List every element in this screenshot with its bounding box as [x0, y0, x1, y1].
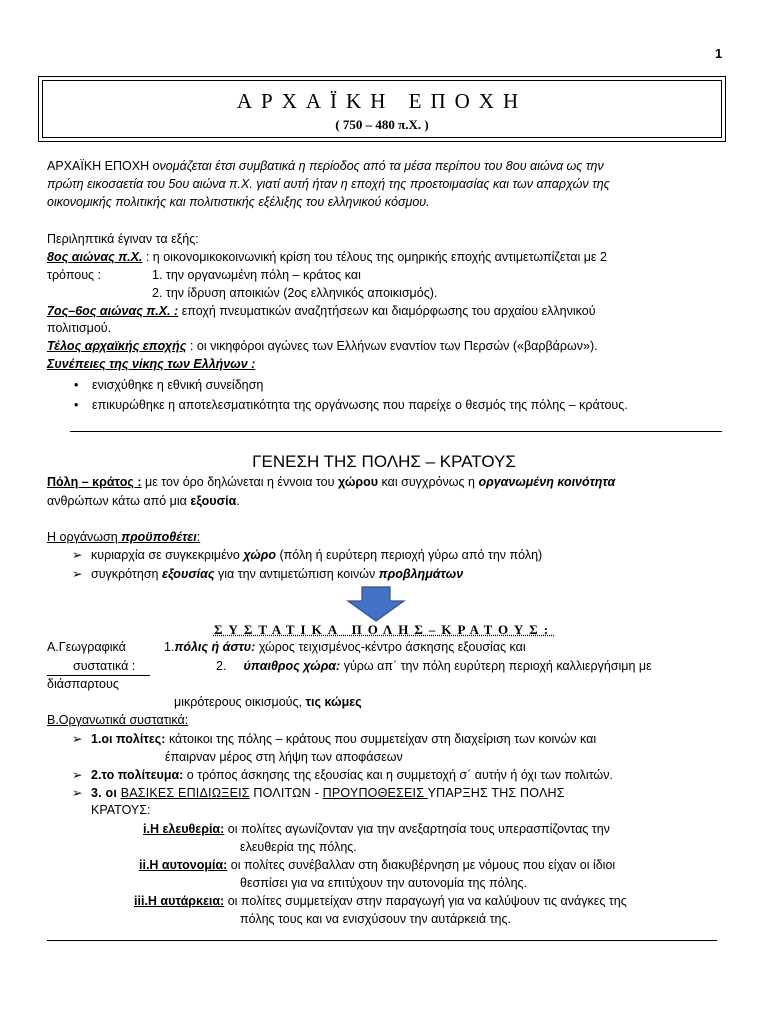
consequence-item: • επικυρώθηκε η αποτελεσματικότητα της οργάνωσης που παρείχε ο θεσμός της πόλης – κράτους.	[92, 397, 628, 414]
summary-8th-way-2: 2. την ίδρυση αποικιών (2ος ελληνικός αποικισμός).	[152, 286, 438, 300]
geo-item-number: 2.	[216, 659, 227, 673]
org-item-text: ΒΑΣΙΚΕΣ ΕΠΙΔΙΩΞΕΙΣ	[120, 786, 250, 800]
geo-item-text: γύρω απ΄ την πόλη ευρύτερη περιοχή καλλιεργήσιμη με	[340, 659, 652, 673]
summary-end-text: : οι νικηφόροι αγώνες των Ελλήνων εναντίον των Περσών («βαρβάρων»).	[186, 339, 598, 353]
summary-7th-text-2: πολιτισμού.	[47, 321, 112, 335]
definition-term-power: εξουσία	[190, 494, 237, 508]
arrow-bullet-icon: ➢	[72, 548, 83, 562]
geo-item-term: τις κώμες	[305, 695, 362, 709]
definition-text: και συγχρόνως η	[378, 475, 479, 489]
arrow-bullet-icon: ➢	[72, 732, 83, 746]
aim-autarky	[134, 893, 627, 910]
geo-item-2	[216, 658, 652, 675]
page-number: 1	[715, 46, 723, 61]
definition-text: ανθρώπων κάτω από μια	[47, 494, 191, 508]
summary-8th-text: : η οικονομικοκοινωνική κρίση του τέλους της ομηρικής εποχής αντιμετωπίζεται με 2	[142, 250, 607, 264]
org-item-text: ΥΠΑΡΞΗΣ	[427, 786, 488, 800]
definition-line-2	[47, 493, 240, 510]
summary-8th-ways: τρόπους :	[47, 268, 102, 282]
summary-intro: Περιληπτικά έγιναν τα εξής:	[47, 232, 199, 246]
aim-label: ii.Η αυτονομία:	[139, 858, 228, 872]
org-item-text: ΠΟΛΙΤΩΝ -	[249, 786, 323, 800]
summary-8th-century	[47, 249, 607, 266]
page-title: ΑΡΧΑΪΚΗ ΕΠΟΧΗ	[236, 89, 528, 113]
summary-8th-way-1: 1. την οργανωμένη πόλη – κράτος και	[152, 268, 361, 282]
org-item-1-line-2: έπαιρναν μέρος στη λήψη των αποφάσεων	[165, 750, 403, 764]
geo-item-text: χώρος τειχισμένος-κέντρο άσκησης εξουσίας και	[255, 640, 526, 654]
page-subtitle-dates: ( 750 – 480 π.Χ. )	[335, 117, 429, 132]
org-item-text: ΤΗΣ ΠΟΛΗΣ	[487, 786, 565, 800]
aim-autarky-line-2: πόλης τους και να ενισχύσουν την αυτάρκειά της.	[240, 912, 512, 926]
intro-line-3: οικονομικής πολιτικής και πολιτιστικής εξέλιξης του ελληνικού κόσμου.	[47, 195, 430, 209]
aim-label: i.Η ελευθερία:	[143, 822, 225, 836]
prerequisite-term: χώρο	[243, 548, 277, 562]
definition-text: .	[236, 494, 240, 508]
org-item-term: 3. οι	[91, 786, 121, 800]
aim-freedom	[143, 821, 610, 838]
intro-line-1	[47, 158, 604, 175]
org-item-text: κάτοικοι της πόλης – κράτους που συμμετείχαν στη διαχείριση των κοινών και	[165, 732, 597, 746]
geo-item-number: 1.	[164, 640, 175, 654]
geo-label-1: Α.Γεωγραφικά	[47, 640, 126, 654]
prerequisites-text: :	[196, 530, 201, 544]
org-item-2	[72, 767, 613, 784]
prerequisite-text: συγκρότηση	[91, 567, 162, 581]
org-item-3-line-2: ΚΡΑΤΟΥΣ:	[91, 803, 151, 817]
summary-7th-century	[47, 303, 596, 320]
prerequisites-term: προϋποθέτει	[121, 530, 197, 544]
arrow-bullet-icon: ➢	[72, 768, 83, 782]
org-item-text: ο τρόπος άσκησης της εξουσίας και η συμμετοχή σ΄ αυτήν ή όχι των πολιτών.	[183, 768, 613, 782]
down-arrow-icon	[346, 586, 406, 622]
geo-label-2: συστατικά :	[73, 659, 136, 673]
components-heading	[0, 622, 768, 638]
intro-lead: ΑΡΧΑΪΚΗ ΕΠΟΧΗ	[47, 159, 150, 173]
intro-line-2: πρώτη εικοσαετία του 5ου αιώνα π.Χ. γιατί αυτή ήταν η εποχή της προετοιμασίας και των απαρχών της	[47, 177, 610, 191]
prerequisite-text: κυριαρχία σε συγκεκριμένο	[91, 548, 244, 562]
prerequisites-text: Η οργάνωση	[47, 530, 122, 544]
title-box-inner	[42, 80, 722, 138]
org-item-text: ΠΡΟΥΠΟΘΕΣΕΙΣ	[322, 786, 428, 800]
components-heading-text: ΣΥΣΤΑΤΙΚΑ ΠΟΛΗΣ–ΚΡΑΤΟΥΣ:	[213, 622, 555, 637]
arrow-bullet-icon: ➢	[72, 786, 83, 800]
aim-freedom-line-2: ελευθερία της πόλης.	[240, 840, 357, 854]
summary-end-label: Τέλος αρχαϊκής εποχής	[47, 339, 187, 353]
summary-7th-label: 7ος–6ος αιώνας π.Χ. :	[47, 304, 179, 318]
org-item-term: 2.το πολίτευμα:	[91, 768, 184, 782]
section-divider	[70, 431, 722, 432]
definition-label: Πόλη – κράτος :	[47, 475, 142, 489]
aim-text: οι πολίτες συνέβαλλαν στη διακυβέρνηση με νόμους που είχαν οι ίδιοι	[227, 858, 616, 872]
prerequisite-item-2	[72, 566, 463, 583]
aim-text: οι πολίτες συμμετείχαν στην παραγωγή για να καλύψουν τις ανάγκες της	[224, 894, 627, 908]
prerequisite-text: (πόλη ή ευρύτερη περιοχή γύρω από την πόλη)	[276, 548, 543, 562]
definition-text: με τον όρο δηλώνεται η έννοια του	[141, 475, 338, 489]
summary-end	[47, 338, 598, 355]
prerequisite-term: εξουσίας	[161, 567, 215, 581]
geo-item-term: ύπαιθρος χώρα:	[243, 659, 341, 673]
prerequisite-text: για την αντιμετώπιση κοινών	[214, 567, 379, 581]
definition-term-space: χώρου	[337, 475, 379, 489]
definition-term-community: οργανωμένη κοινότητα	[478, 475, 616, 489]
geo-item-1	[164, 639, 526, 656]
prerequisite-item-1	[72, 547, 542, 564]
prerequisites-heading	[47, 529, 200, 546]
geo-item-term: πόλις ή άστυ:	[174, 640, 256, 654]
geo-item-2-line-2: διάσπαρτους	[47, 677, 119, 691]
arrow-bullet-icon: ➢	[72, 567, 83, 581]
consequence-item: • ενισχύθηκε η εθνική συνείδηση	[92, 377, 263, 394]
org-item-1	[72, 731, 596, 748]
summary-8th-label: 8ος αιώνας π.Χ.	[47, 250, 143, 264]
definition-line-1	[47, 474, 615, 491]
intro-line-1-rest: ονομάζεται έτσι συμβατικά η περίοδος από τα μέσα περίπου του 8ου αιώνα ως την	[149, 159, 604, 173]
org-item-3	[72, 785, 565, 802]
aim-autonomy	[139, 857, 615, 874]
aim-autonomy-line-2: θεσπίσει για να επιτύχουν την αυτονομία της πόλης.	[240, 876, 528, 890]
geo-item-2-line-3	[174, 694, 362, 711]
org-label: Β.Οργανωτικά συστατικά:	[47, 713, 189, 727]
aim-text: οι πολίτες αγωνίζονταν για την ανεξαρτησία τους υπερασπίζοντας την	[224, 822, 610, 836]
summary-7th-text: εποχή πνευματικών αναζητήσεων και διαμόρφωσης του αρχαίου ελληνικού	[178, 304, 596, 318]
aim-label: iii.Η αυτάρκεια:	[134, 894, 225, 908]
bottom-divider	[47, 940, 717, 941]
org-item-term: 1.οι πολίτες:	[91, 732, 166, 746]
geo-item-text: μικρότερους οικισμούς,	[174, 695, 306, 709]
section-title: ΓΕΝΕΣΗ ΤΗΣ ΠΟΛΗΣ – ΚΡΑΤΟΥΣ	[252, 452, 516, 471]
prerequisite-term: προβλημάτων	[378, 567, 464, 581]
title-box	[38, 76, 726, 142]
summary-consequences-label: Συνέπειες της νίκης των Ελλήνων :	[47, 357, 256, 371]
